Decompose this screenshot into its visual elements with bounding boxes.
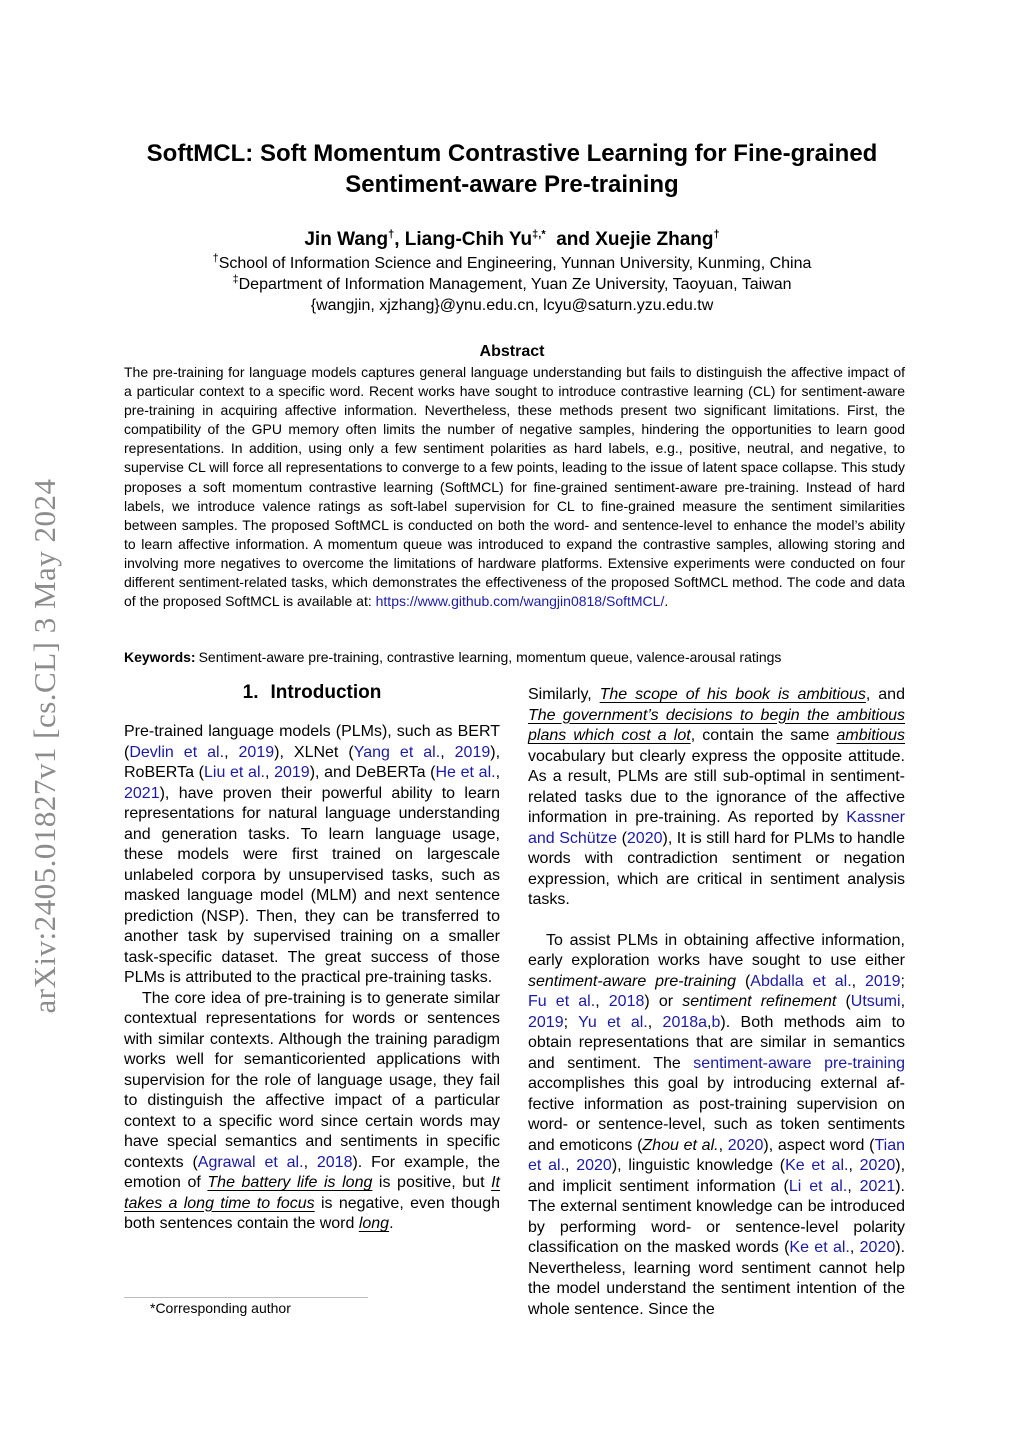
text-run: , [303, 1153, 317, 1171]
citation-link[interactable]: Abdalla et al. [750, 972, 852, 990]
text-run: accomplishes this goal by introducing external affective information as post-training supervision on word- or sentence-level, such as token sentiments and emoticons ( [528, 1075, 905, 1154]
code-link[interactable]: https://www.github.com/wangjin0818/SoftMCL/ [375, 593, 665, 610]
text-run: ; [900, 972, 905, 990]
text-run: ; [563, 1013, 579, 1031]
text-run: is positive, but [372, 1174, 492, 1191]
citation-link[interactable]: Agrawal et al. [197, 1153, 304, 1171]
citation-link[interactable]: He et al. [435, 764, 496, 781]
text-run: ), linguistic knowledge ( [611, 1157, 786, 1174]
citation-link[interactable]: Utsumi [850, 993, 901, 1010]
text-run: , contain the same [690, 727, 837, 744]
citation-link[interactable]: Ke et al. [789, 1239, 850, 1256]
text-run: Pre-trained language models (PLMs), such as BERT ( [124, 723, 500, 761]
example-phrase: long [358, 1215, 390, 1232]
text-run: , [851, 972, 865, 990]
text-run: , and [865, 686, 905, 703]
text-run: , [647, 1013, 663, 1031]
right-column [528, 685, 905, 1320]
text-run: ), XLNet ( [274, 743, 354, 761]
text-run: is negative, even though both sentences contain the word [124, 1194, 500, 1232]
text-run: ). Both methods aim to obtain representations that are similar in semantics and sentiment. The [528, 1013, 905, 1072]
text-run: , [440, 743, 455, 761]
example-phrase: ambitious [836, 727, 905, 744]
text-run: ( [736, 972, 751, 990]
abstract-body: The pre-training for language models captures general language understanding but fails to distinguish the affective impact of a particular context to a specific word. Recent works have sought to introduce contrastive learning (CL) for sentiment-aware pre-training in acquiring affective information. Nevertheless, these methods present two significant limitations. First, the compatibility of the GPU memory often limits the number of negative samples, hindering the opportunities to learn good representations. In addition, using only a few sentiment polarities as hard labels, e.g., positive, neutral, and negative, to supervise CL will force all representations to converge to a few points, leading to the issue of latent space collapse. This study proposes a soft momentum contrastive learning (SoftMCL) for fine-grained sentiment-aware pre-training. Instead of hard labels, we introduce valence ratings as soft-label supervision for CL to fine-grained measure the sentiment similarities between samples. The proposed SoftMCL is conducted on both the word- and sentence-level to enhance the model’s ability to learn affective information. A momentum queue was introduced to expand the contrastive samples, allowing storing and involving more negatives to overcome the limitations of hardware platforms. Extensive experiments were conducted on four different sentiment-related tasks, which demonstrates the effectiveness of the proposed SoftMCL method. The code and data of the proposed SoftMCL is available at: https://www.github.com/wangjin0818/SoftMCL/. [124, 364, 905, 610]
citation-link[interactable]: 2018 [316, 1153, 353, 1171]
citation-link[interactable]: Devlin et al. [129, 743, 225, 761]
author-list: Jin Wang†, Liang-Chih Yu‡,* and Xuejie Zhang† [304, 228, 720, 250]
text-run: ). For example, the emotion of [124, 1153, 501, 1191]
citation-link[interactable]: sentiment-aware pre-training [693, 1054, 905, 1072]
text-run: ). The external sentiment knowledge can be introduced by performing word- or sentence-level polarity classification on the masked words ( [528, 1177, 905, 1256]
text-run: The core idea of pre-training is to generate similar contextual representations for words or sentences with similar contexts. Although the training paradigm works well for semanticoriented applications with supervision for the role of language usage, they fail to distinguish the affective impact of a particular context to a specific word since certain words may have special semantics and sentiments in specific contexts ( [124, 989, 500, 1171]
footnote: *Corresponding author [150, 1300, 291, 1316]
keywords: Keywords: Sentiment-aware pre-training, contrastive learning, momentum queue, valence-arousal ratings [124, 649, 782, 665]
text-run: , [224, 743, 239, 761]
citation-link[interactable]: Tian et al. [528, 1136, 905, 1174]
text-run: , [718, 1136, 728, 1154]
text-run: , [595, 993, 609, 1010]
text-run: , [849, 1239, 860, 1256]
citation-link[interactable]: 2019 [454, 743, 491, 761]
example-phrase: It takes a long time to focus [124, 1174, 500, 1212]
emphasis-text: sentiment-aware pre-training [528, 972, 737, 990]
citation-link[interactable]: 2020 [859, 1157, 896, 1174]
text-run: ), aspect word ( [763, 1136, 875, 1154]
citation-link[interactable]: 2020 [626, 829, 663, 847]
text-run: . [389, 1215, 394, 1232]
emphasis-text: sentiment refinement [682, 993, 837, 1010]
citation-link[interactable]: Yang et al. [353, 743, 441, 761]
text-run: Similarly, [528, 686, 600, 703]
citation-link[interactable]: 2019 [238, 743, 275, 761]
text-run: ), and DeBERTa ( [309, 764, 436, 781]
example-phrase: The battery life is long [207, 1174, 373, 1191]
paragraph [124, 722, 500, 989]
citation-link[interactable]: Li et al. [788, 1177, 848, 1195]
citation-link[interactable]: Fu et al. [528, 993, 596, 1010]
section-heading-introduction: 1. Introduction [242, 682, 382, 703]
citation-link[interactable]: 2021 [859, 1177, 896, 1195]
citation-link[interactable]: 2018a [662, 1013, 708, 1031]
citation-link[interactable]: 2019 [274, 764, 310, 781]
text-run: ) or [644, 993, 683, 1010]
text-run: ), and implicit sentiment information ( [528, 1157, 906, 1195]
author-emails: {wangjin, xjzhang}@ynu.edu.cn, lcyu@saturn.yzu.edu.tw [310, 297, 714, 314]
paragraph [528, 685, 905, 911]
text-run: ), RoBERTa ( [124, 743, 501, 781]
text-run: ), have proven their powerful ability to learn representations for natural language understanding and generation tasks. To learn language usage, these models were first trained on largescale unlabeled corpora by unsupervised tasks, such as masked language model (MLM) and next sentence prediction (NSP). Then, they can be transferred to another task by supervised training on a smaller task-specific dataset. The great success of those PLMs is attributed to the practical pre-training tasks. [124, 784, 500, 986]
text-run: ). Nevertheless, learning word sentiment cannot help the model understand the sentiment intention of the whole sentence. Since the [528, 1239, 906, 1318]
citation-link[interactable]: Ke et al. [785, 1157, 849, 1174]
text-run: , [565, 1157, 577, 1174]
paragraph [124, 989, 500, 1235]
paragraph [528, 931, 905, 1321]
abstract-heading: Abstract [479, 343, 545, 360]
citation-link[interactable]: Liu et al. [203, 764, 265, 781]
text-run: ), It is still hard for PLMs to handle words with contradiction sentiment or negation expression, which are critical in sentiment analysis tasks. [528, 829, 906, 908]
text-run: , [848, 1157, 860, 1174]
citation-link[interactable]: Kassner and Schütze [528, 809, 905, 847]
citation-link[interactable]: 2020 [727, 1136, 764, 1154]
emphasis-text: Zhou et al. [642, 1136, 719, 1154]
example-phrase: The government’s decisions to begin the ambitious plans which cost a lot [528, 706, 905, 744]
paper-title: SoftMCL: Soft Momentum Contrastive Learning for Fine-grained Sentiment-aware Pre-training [146, 140, 878, 198]
citation-link[interactable]: 2021 [124, 784, 160, 802]
citation-link[interactable]: b [711, 1013, 721, 1031]
text-run: , [900, 993, 906, 1010]
citation-link[interactable]: 2019 [528, 1013, 564, 1031]
citation-link[interactable]: 2018 [608, 993, 645, 1010]
citation-link[interactable]: 2020 [859, 1239, 896, 1256]
example-phrase: The scope of his book is ambitious [599, 686, 866, 703]
citation-link[interactable]: 2019 [864, 972, 901, 990]
citation-link[interactable]: Yu et al. [578, 1013, 648, 1031]
citation-link[interactable]: 2020 [576, 1157, 612, 1174]
left-column [124, 722, 500, 1235]
affiliation-2: ‡Department of Information Management, Yuan Ze University, Taoyuan, Taiwan [232, 273, 792, 293]
arxiv-stamp: arXiv:2405.01827v1 [cs.CL] 3 May 2024 [27, 478, 62, 1014]
text-run: To assist PLMs in obtaining affective information, early exploration works have sought to use either [528, 931, 905, 969]
text-run: vocabulary but clearly express the opposite attitude. As a result, PLMs are still sub-optimal in sentiment-related tasks due to the ignorance of the affective information in pre-training. As reported by [528, 747, 905, 826]
text-run: ( [836, 993, 851, 1010]
text-run: , [707, 1013, 712, 1031]
text-run: ( [617, 829, 627, 847]
footnote-rule [124, 1297, 368, 1298]
affiliation-1: †School of Information Science and Engineering, Yunnan University, Kunming, China [212, 252, 812, 272]
text-run: , [264, 764, 275, 781]
text-run: , [847, 1177, 860, 1195]
text-run: , [495, 764, 501, 781]
